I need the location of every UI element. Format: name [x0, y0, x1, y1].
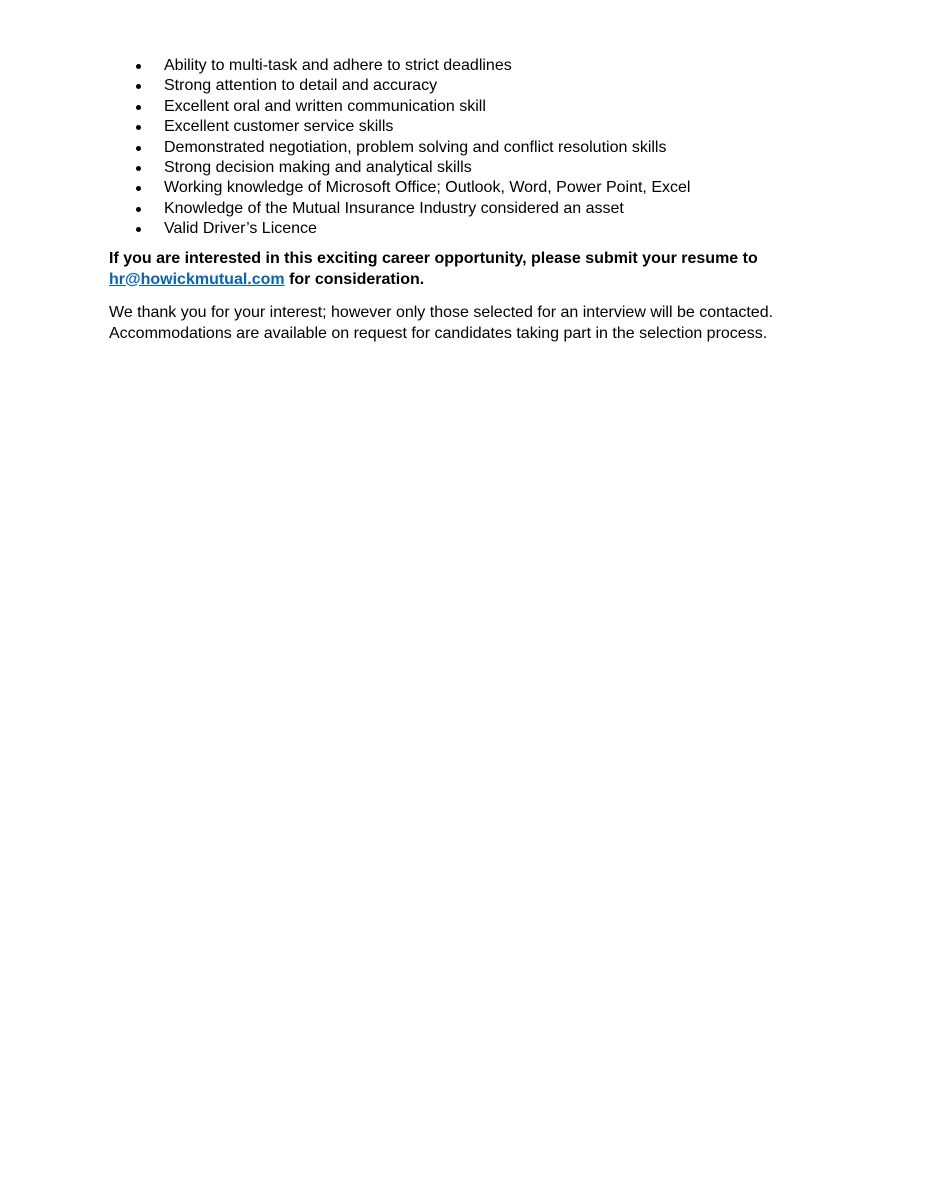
list-item-text: Excellent oral and written communication skill [164, 97, 486, 115]
list-item-text: Strong attention to detail and accuracy [164, 77, 438, 95]
bullet-icon [136, 64, 141, 69]
list-item-text: Demonstrated negotiation, problem solving and conflict resolution skills [164, 138, 667, 156]
list-item-text: Excellent customer service skills [164, 118, 394, 136]
bullet-icon [136, 146, 141, 151]
requirements-list [109, 56, 869, 240]
closing-line-1: We thank you for your interest; however only those selected for an interview will be contacted. [109, 304, 774, 321]
list-item [109, 138, 869, 158]
bullet-icon [136, 186, 141, 191]
cta-line-2 [109, 270, 849, 291]
email-link[interactable]: hr@howickmutual.com [109, 270, 285, 288]
call-to-action-paragraph [109, 249, 849, 290]
bullet-icon [136, 166, 141, 171]
list-item [109, 199, 869, 219]
cta-line-1: If you are interested in this exciting career opportunity, please submit your resume to [109, 250, 758, 267]
closing-line-2: Accommodations are available on request for candidates taking part in the selection process. [109, 324, 768, 342]
bullet-icon [136, 207, 141, 212]
list-item [109, 158, 869, 178]
bullet-icon [136, 84, 141, 89]
list-item [109, 178, 869, 198]
bullet-icon [136, 105, 141, 110]
list-item [109, 117, 869, 137]
list-item [109, 56, 869, 76]
list-item [109, 219, 869, 239]
list-item-text: Valid Driver’s Licence [164, 220, 317, 238]
bullet-icon [136, 125, 141, 130]
list-item-text: Working knowledge of Microsoft Office; Outlook, Word, Power Point, Excel [164, 179, 691, 197]
closing-paragraph [109, 303, 869, 344]
list-item-text: Knowledge of the Mutual Insurance Industry considered an asset [164, 199, 624, 217]
list-item [109, 97, 869, 117]
list-item-text: Strong decision making and analytical skills [164, 158, 472, 176]
bullet-icon [136, 227, 141, 232]
list-item [109, 76, 869, 96]
cta-suffix: for consideration. [284, 270, 425, 288]
list-item-text: Ability to multi-task and adhere to strict deadlines [164, 57, 512, 74]
